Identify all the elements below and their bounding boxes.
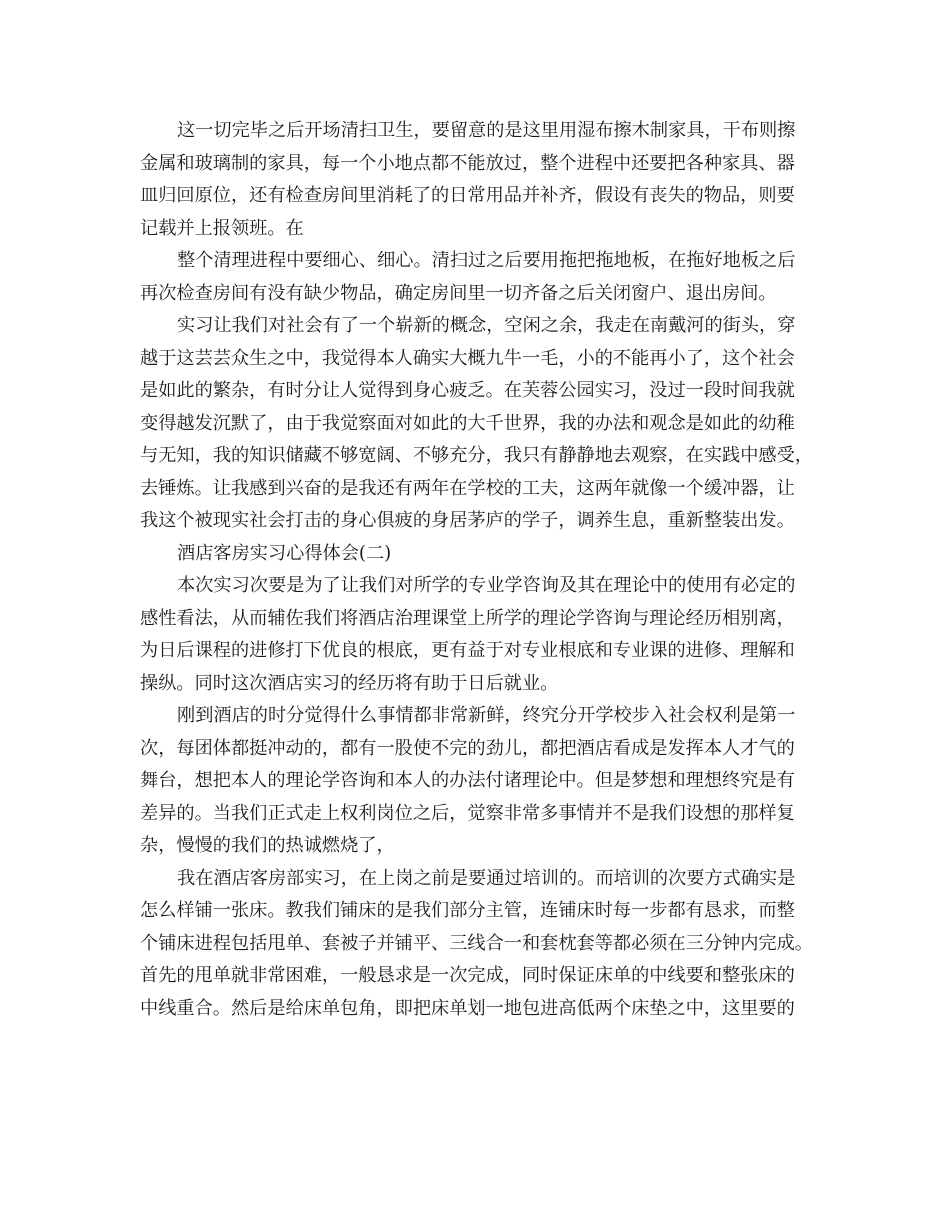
text-line: 整个清理进程中要细心、细心。清扫过之后要用拖把拖地板，在拖好地板之后: [177, 250, 796, 271]
text-line: 操纵。同时这次酒店实习的经历将有助于日后就业。: [140, 672, 559, 694]
text-line: 杂，慢慢的我们的热诚燃烧了，: [140, 835, 395, 856]
text-line: 刚到酒店的时分觉得什么事情都非常新鲜，终究分开学校步入社会权利是第一: [177, 705, 796, 726]
text-line: 为日后课程的进修打下优良的根底，更有益于对专业根底和专业课的进修、理解和: [140, 640, 795, 661]
document-body: [140, 115, 830, 1025]
text-line: 酒店客房实习心得体会(二): [177, 542, 392, 564]
text-line: 首先的甩单就非常困难，一般恳求是一次完成，同时保证床单的中线要和整张床的: [140, 965, 795, 986]
text-line: 与无知，我的知识储藏不够宽阔、不够充分，我只有静静地去观察，在实践中感受，: [140, 445, 813, 466]
text-line: 我这个被现实社会打击的身心俱疲的身居茅庐的学子，调养生息，重新整装出发。: [140, 510, 795, 531]
text-line: 去锤炼。让我感到兴奋的是我还有两年在学校的工夫，这两年就像一个缓冲器，让: [140, 477, 795, 499]
text-line: 这一切完毕之后开场清扫卫生，要留意的是这里用湿布擦木制家具，干布则擦: [177, 120, 796, 141]
text-line: 个铺床进程包括甩单、套被子并铺平、三线合一和套枕套等都必须在三分钟内完成。: [140, 932, 813, 954]
text-line: 再次检查房间有没有缺少物品，确定房间里一切齐备之后关闭窗户、退出房间。: [140, 282, 777, 304]
text-line: 怎么样铺一张床。教我们铺床的是我们部分主管，连铺床时每一步都有恳求，而整: [140, 900, 795, 921]
text-line: 变得越发沉默了，由于我觉察面对如此的大千世界，我的办法和观念是如此的幼稚: [140, 412, 795, 434]
text-line: 金属和玻璃制的家具，每一个小地点都不能放过，整个进程中还要把各种家具、器: [140, 152, 795, 174]
text-line: 实习让我们对社会有了一个崭新的概念，空闲之余，我走在南戴河的街头，穿: [177, 315, 796, 336]
text-line: 次，每团体都挺冲动的，都有一股使不完的劲儿，都把酒店看成是发挥本人才气的: [140, 737, 795, 759]
text-line: 我在酒店客房部实习，在上岗之前是要通过培训的。而培训的次要方式确实是: [177, 867, 796, 889]
text-line: 舞台，想把本人的理论学咨询和本人的办法付诸理论中。但是梦想和理想终究是有: [140, 770, 795, 791]
text-line: 差异的。当我们正式走上权利岗位之后，觉察非常多事情并不是我们设想的那样复: [140, 802, 795, 824]
text-line: 是如此的繁杂，有时分让人觉得到身心疲乏。在芙蓉公园实习，没过一段时间我就: [140, 380, 795, 401]
text-line: 记载并上报领班。在: [140, 217, 304, 239]
text-line: 本次实习次要是为了让我们对所学的专业学咨询及其在理论中的使用有必定的: [177, 575, 796, 596]
text-line: 皿归回原位，还有检查房间里消耗了的日常用品并补齐，假设有丧失的物品，则要: [140, 185, 795, 206]
text-line: 中线重合。然后是给床单包角，即把床单划一地包进高低两个床垫之中，这里要的: [140, 997, 795, 1019]
text-line: 感性看法，从而辅佐我们将酒店治理课堂上所学的理论学咨询与理论经历相别离，: [140, 607, 795, 629]
text-line: 越于这芸芸众生之中，我觉得本人确实大概九牛一毛，小的不能再小了，这个社会: [140, 347, 795, 369]
